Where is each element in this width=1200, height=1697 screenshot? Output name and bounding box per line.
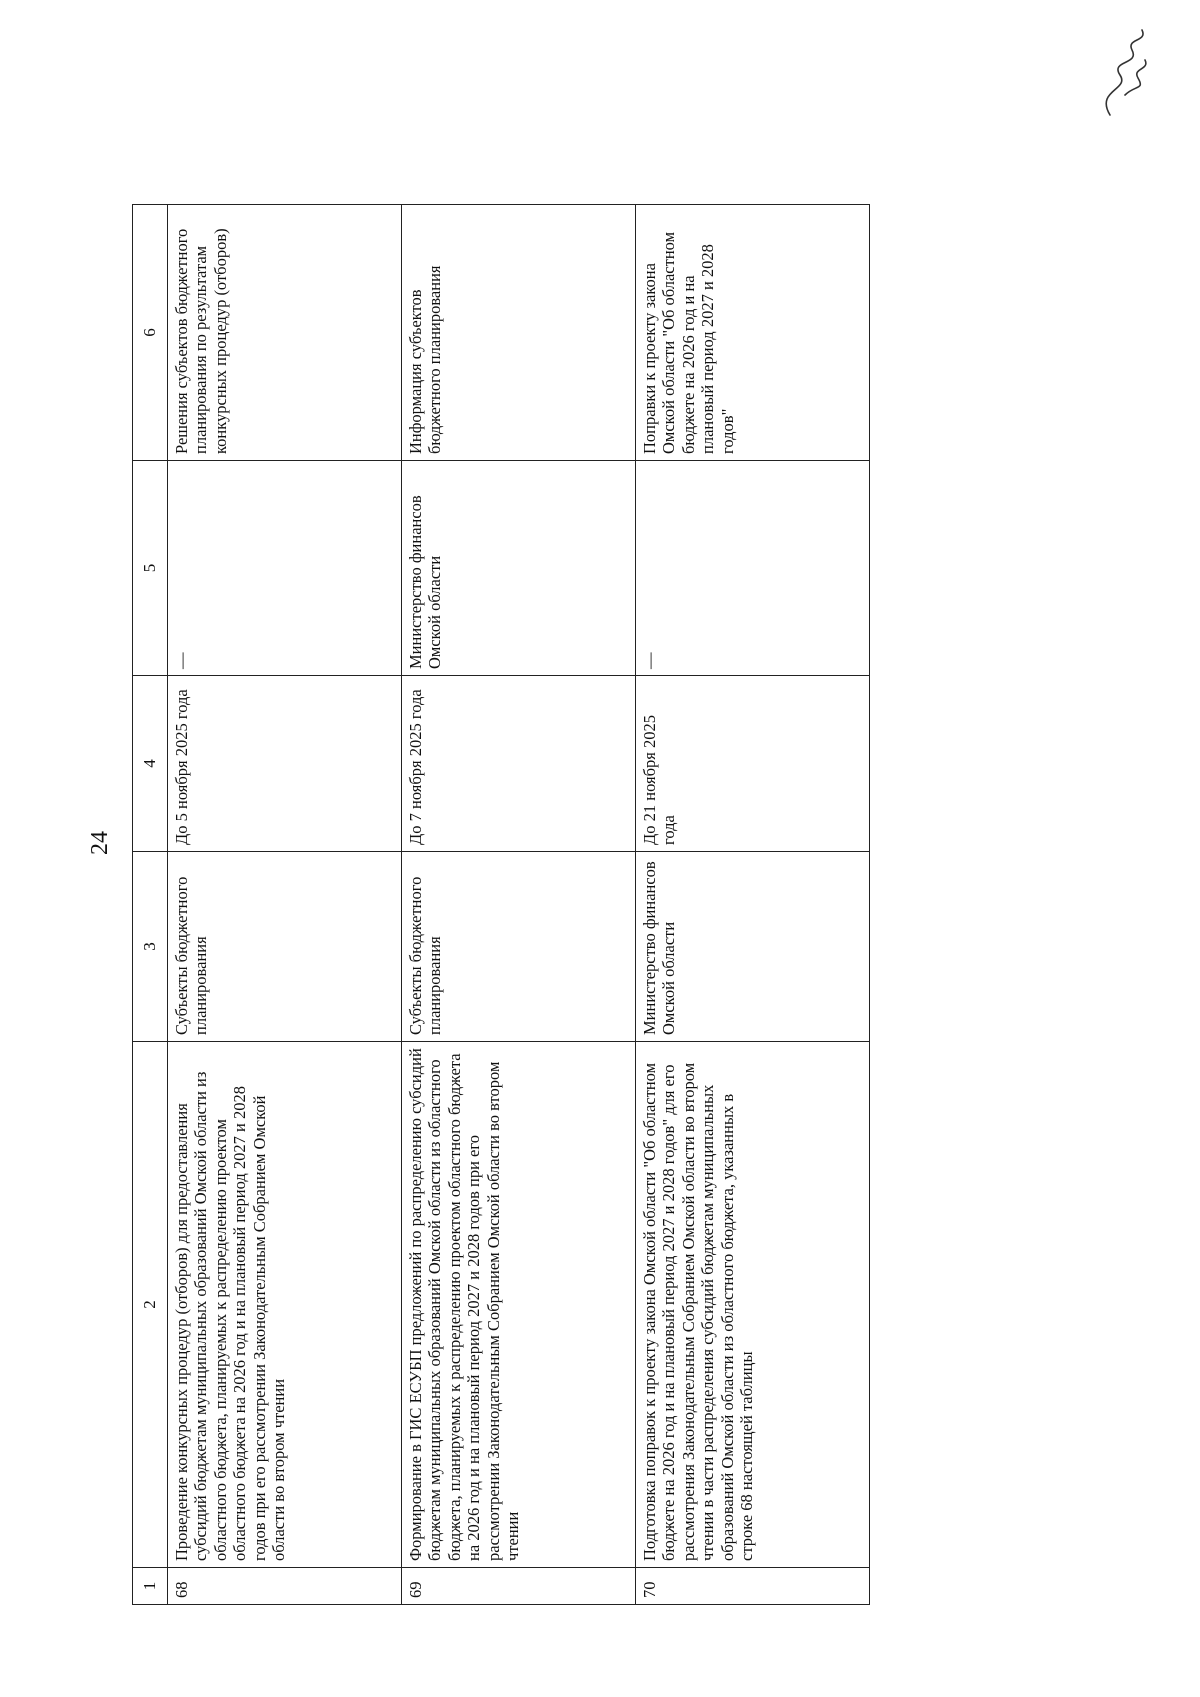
result-cell: Поправки к проекту закона Омской области "Об областном бюджете на 2026 год и на плановый период 2027 и 2028 годов"	[636, 205, 870, 461]
row-number: 69	[402, 1568, 636, 1605]
column-header: 2	[133, 1042, 168, 1568]
table-row	[168, 205, 402, 1605]
responsible-cell: Субъекты бюджетного планирования	[402, 852, 636, 1042]
schedule-table	[132, 204, 870, 1605]
recipient-cell: —	[636, 461, 870, 676]
page-number: 24	[87, 831, 113, 855]
recipient-cell: Министерство финансов Омской области	[402, 461, 636, 676]
signature	[1090, 20, 1160, 130]
deadline-cell: До 21 ноября 2025 года	[636, 676, 870, 852]
recipient-cell: —	[168, 461, 402, 676]
action-cell: Проведение конкурсных процедур (отборов) для предоставления субсидий бюджетам муниципальных образований Омской области из областного бюджета, планируемых к распределению проектом областного бюджета на 2026 год и на плановый период 2027 и 2028 годов при его рассмотрении Законодательным Собранием Омской области во втором чтении	[168, 1042, 402, 1568]
action-cell: Формирование в ГИС ЕСУБП предложений по распределению субсидий бюджетам муниципальных образований Омской области из областного бюджета, планируемых к распределению проектом областного бюджета на 2026 год и на плановый период 2027 и 2028 годов при его рассмотрении Законодательным Собранием Омской области во втором чтении	[402, 1042, 636, 1568]
column-header: 3	[133, 852, 168, 1042]
responsible-cell: Субъекты бюджетного планирования	[168, 852, 402, 1042]
column-header: 1	[133, 1568, 168, 1605]
column-header: 4	[133, 676, 168, 852]
table-row	[636, 205, 870, 1605]
responsible-cell: Министерство финансов Омской области	[636, 852, 870, 1042]
header-row	[133, 205, 168, 1605]
deadline-cell: До 7 ноября 2025 года	[402, 676, 636, 852]
rotated-table-container	[132, 205, 870, 1605]
column-header: 6	[133, 205, 168, 461]
row-number: 68	[168, 1568, 402, 1605]
deadline-cell: До 5 ноября 2025 года	[168, 676, 402, 852]
result-cell: Информация субъектов бюджетного планирования	[402, 205, 636, 461]
result-cell: Решения субъектов бюджетного планирования по результатам конкурсных процедур (отборов)	[168, 205, 402, 461]
row-number: 70	[636, 1568, 870, 1605]
table-row	[402, 205, 636, 1605]
column-header: 5	[133, 461, 168, 676]
action-cell: Подготовка поправок к проекту закона Омской области "Об областном бюджете на 2026 год и на плановый период 2027 и 2028 годов" для его рассмотрения Законодательным Собранием Омской области во втором чтении в части распределения субсидий бюджетам муниципальных образований Омской области из областного бюджета, указанных в строке 68 настоящей таблицы	[636, 1042, 870, 1568]
